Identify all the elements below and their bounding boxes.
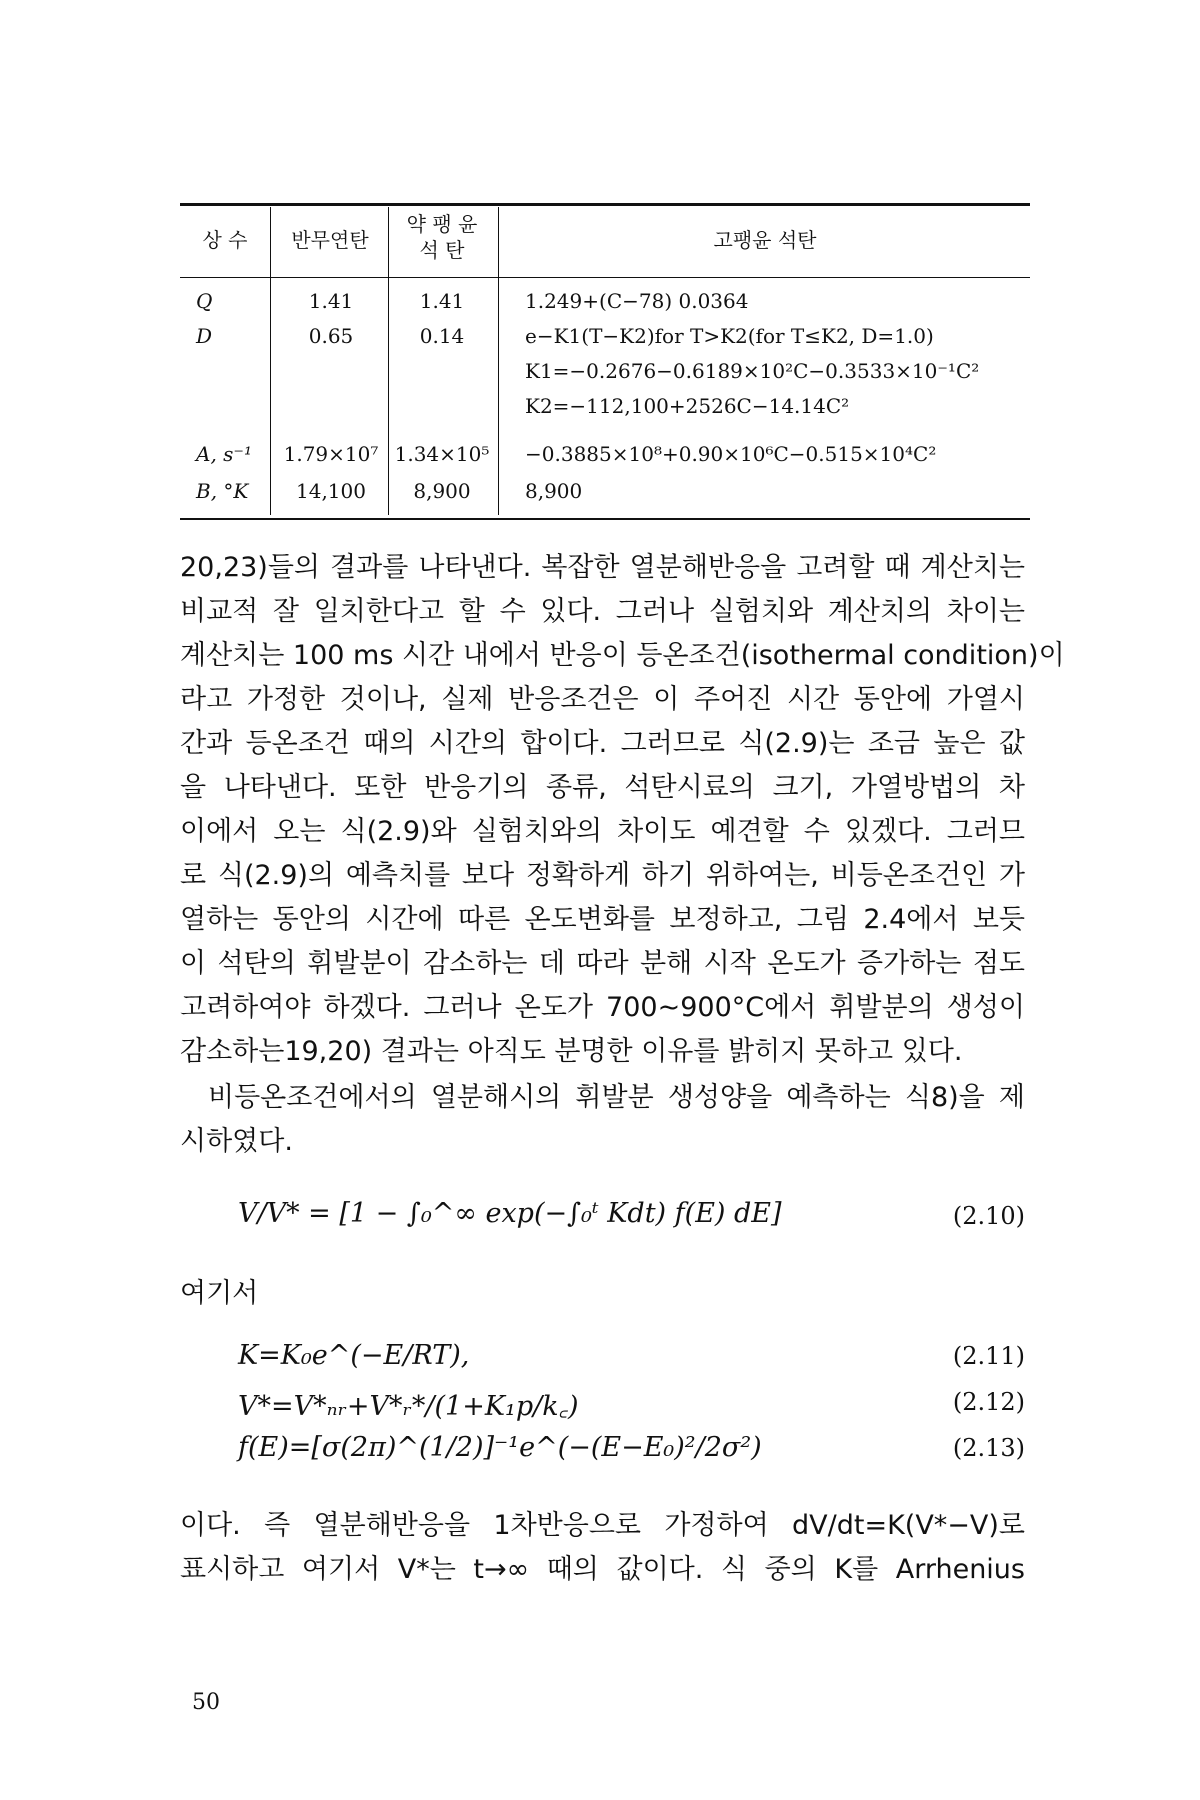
body-text-line: 감소하는19,20) 결과는 아직도 분명한 이유를 밝히지 못하고 있다. xyxy=(180,1036,963,1067)
table-cell-symbol: B, °K xyxy=(196,479,249,503)
table-header-high-swelling: 고팽윤 석탄 xyxy=(713,228,817,252)
table-top-rule xyxy=(180,203,1030,206)
where-label: 여기서 xyxy=(180,1278,259,1309)
table-divider xyxy=(498,207,499,515)
equation-2-13: f(E)=[σ(2π)^(1/2)]⁻¹e^(−(E−E₀)²/2σ²) xyxy=(238,1432,762,1463)
equation-2-11: K=K₀e^(−E/RT), xyxy=(238,1340,470,1371)
table-cell: 0.14 xyxy=(419,324,465,348)
body-text-line: 로 식(2.9)의 예측치를 보다 정확하게 하기 위하여는, 비등온조건인 가 xyxy=(180,860,1025,891)
body-text-line: 20,23)들의 결과를 나타낸다. 복잡한 열분해반응을 고려할 때 계산치는 xyxy=(180,552,1025,583)
body-text-line: 라고 가정한 것이나, 실제 반응조건은 이 주어진 시간 동안에 가열시 xyxy=(180,684,1025,715)
table-cell-symbol: Q xyxy=(196,289,213,313)
table-header-weak-swelling: 약 팽 윤 석 탄 xyxy=(406,212,478,262)
body-text-line: 을 나타낸다. 또한 반응기의 종류, 석탄시료의 크기, 가열방법의 차 xyxy=(180,772,1025,803)
table-cell: −0.3885×10⁸+0.90×10⁶C−0.515×10⁴C² xyxy=(525,442,937,466)
equation-number: (2.11) xyxy=(952,1342,1025,1370)
table-cell: 1.249+(C−78) 0.0364 xyxy=(525,289,749,313)
equation-number: (2.13) xyxy=(952,1434,1025,1462)
body-text-line: 열하는 동안의 시간에 따른 온도변화를 보정하고, 그림 2.4에서 보듯 xyxy=(180,904,1025,935)
table-divider xyxy=(270,207,271,515)
body-text-line: 이에서 오는 식(2.9)와 실험치와의 차이도 예견할 수 있겠다. 그러므 xyxy=(180,816,1025,847)
table-cell: K1=−0.2676−0.6189×10²C−0.3533×10⁻¹C² xyxy=(525,359,980,383)
table-cell-symbol: D xyxy=(196,324,213,348)
table-cell: 0.65 xyxy=(308,324,354,348)
body-text-line: 계산치는 100 ms 시간 내에서 반응이 등온조건(isothermal condition)이 xyxy=(180,640,1065,671)
table-header-rule xyxy=(180,277,1030,278)
body-text-line: 비등온조건에서의 열분해시의 휘발분 생성양을 예측하는 식8)을 제 xyxy=(208,1082,1025,1113)
table-cell: 1.79×10⁷ xyxy=(283,442,379,466)
table-cell: 8,900 xyxy=(525,479,583,503)
table-header-constant: 상 수 xyxy=(202,228,248,252)
table-cell: K2=−112,100+2526C−14.14C² xyxy=(525,394,850,418)
table-cell: 1.41 xyxy=(419,289,465,313)
table-cell: 1.41 xyxy=(308,289,354,313)
table-cell: 8,900 xyxy=(413,479,471,503)
equation-number: (2.10) xyxy=(952,1202,1025,1230)
table-header-semi-anthracite: 반무연탄 xyxy=(291,228,369,252)
equation-2-10: V/V* = [1 − ∫₀^∞ exp(−∫₀ᵗ Kdt) f(E) dE] xyxy=(238,1198,782,1229)
equation-2-12: V*=V*ₙᵣ+V*ᵣ*/(1+K₁p/k꜀) xyxy=(238,1391,579,1422)
table-bottom-rule xyxy=(180,518,1030,520)
page-number: 50 xyxy=(192,1690,220,1715)
body-text-line: 고려하여야 하겠다. 그러나 온도가 700∼900°C에서 휘발분의 생성이 xyxy=(180,992,1025,1023)
table-cell: 14,100 xyxy=(296,479,366,503)
body-text-line: 표시하고 여기서 V*는 t→∞ 때의 값이다. 식 중의 K를 Arrhenius xyxy=(180,1554,1025,1585)
table-cell: e−K1(T−K2)for T>K2(for T≤K2, D=1.0) xyxy=(525,324,934,348)
body-text-line: 이 석탄의 휘발분이 감소하는 데 따라 분해 시작 온도가 증가하는 점도 xyxy=(180,948,1025,979)
body-text-line: 시하였다. xyxy=(180,1126,293,1157)
table-divider xyxy=(388,207,389,515)
table-cell: 1.34×10⁵ xyxy=(394,442,490,466)
body-text-line: 이다. 즉 열분해반응을 1차반응으로 가정하여 dV/dt=K(V*−V)로 xyxy=(180,1510,1025,1541)
equation-number: (2.12) xyxy=(952,1388,1025,1416)
table-cell-symbol: A, s⁻¹ xyxy=(196,442,252,466)
body-text-line: 비교적 잘 일치한다고 할 수 있다. 그러나 실험치와 계산치의 차이는 xyxy=(180,596,1025,627)
body-text-line: 간과 등온조건 때의 시간의 합이다. 그러므로 식(2.9)는 조금 높은 값 xyxy=(180,728,1025,759)
